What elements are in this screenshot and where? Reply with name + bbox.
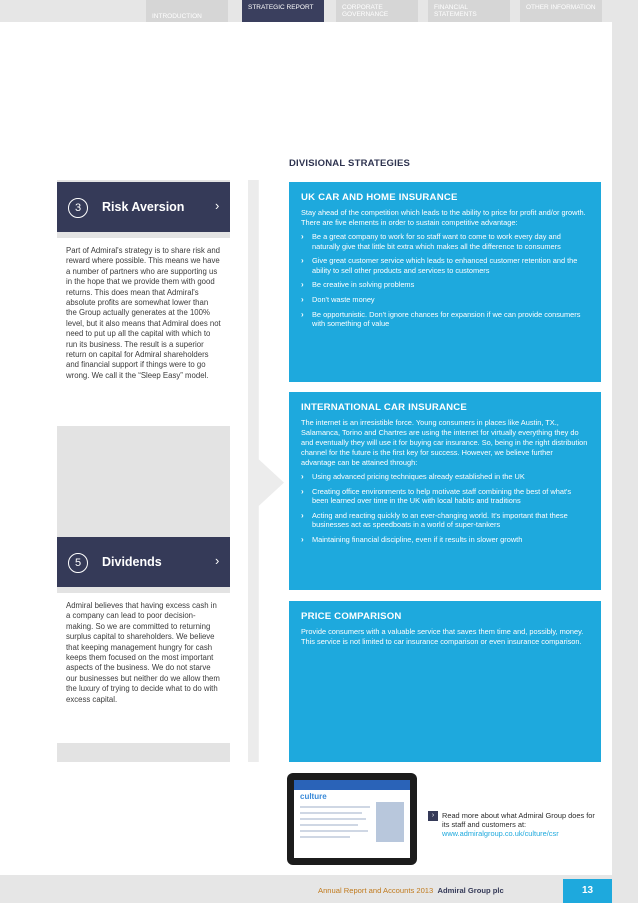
list-item: › Creating office environments to help motivate staff combining the best of what's been learned over time in the UK with local habits and traditions bbox=[301, 486, 572, 506]
list-item: › Acting and reacting quickly to an ever-changing world. It's important that these businesses act as speedboats in a world of super-tankers bbox=[301, 510, 568, 530]
tab-other-information[interactable]: OTHER INFORMATION bbox=[520, 0, 602, 22]
read-more-link[interactable]: www.admiralgroup.co.uk/culture/csr bbox=[442, 829, 559, 838]
top-navigation bbox=[0, 0, 638, 22]
dividends-header[interactable] bbox=[57, 537, 230, 587]
step-number-badge: 3 bbox=[68, 198, 88, 218]
list-item: › Maintaining financial discipline, even if it results in slower growth bbox=[301, 534, 523, 544]
dividends-title: Dividends bbox=[102, 555, 162, 569]
tablet-screen bbox=[294, 780, 410, 858]
list-item: › Don't waste money bbox=[301, 294, 375, 304]
list-item: › Be creative in solving problems bbox=[301, 280, 415, 290]
chevron-right-icon: › bbox=[301, 294, 304, 304]
chevron-right-icon: › bbox=[301, 280, 304, 290]
list-item: › Be opportunistic. Don't ignore chances for expansion if we can provide consumers with something of value bbox=[301, 309, 581, 329]
page-footer bbox=[0, 879, 638, 903]
tab-strategic-report[interactable]: STRATEGIC REPORT bbox=[242, 0, 324, 22]
chevron-right-icon: › bbox=[301, 472, 304, 481]
page-number: 13 bbox=[563, 879, 612, 903]
international-intro: The internet is an irresistible force. Young consumers in places like Austin, TX., Salamanca, Torino and Chartres are using the internet for virtually everything they do and eventually they will use it for buying car insurance. So, being in the right distribution channel for the future is the first key for success. However, we believe further advantage can be attained through: bbox=[301, 418, 588, 467]
tab-financial-statements[interactable]: FINANCIAL STATEMENTS bbox=[428, 0, 510, 22]
chevron-right-icon: › bbox=[301, 309, 304, 319]
chevron-right-icon: › bbox=[301, 534, 304, 544]
chevron-right-icon[interactable]: › bbox=[428, 811, 438, 821]
uk-car-home-title: UK CAR AND HOME INSURANCE bbox=[301, 192, 458, 203]
chevron-right-icon: › bbox=[301, 486, 304, 496]
screen-photo bbox=[376, 802, 404, 842]
culture-logo: culture bbox=[300, 792, 327, 801]
list-item: › Be a great company to work for so staff want to come to work every day and naturally give that little bit extra which makes all the difference to consumers bbox=[301, 232, 561, 251]
section-title: DIVISIONAL STRATEGIES bbox=[289, 158, 411, 169]
international-title: INTERNATIONAL CAR INSURANCE bbox=[301, 402, 468, 413]
price-comparison-box bbox=[289, 601, 601, 762]
international-box bbox=[289, 392, 601, 590]
list-item: › Using advanced pricing techniques already established in the UK bbox=[301, 472, 525, 481]
chevron-right-icon: › bbox=[301, 256, 304, 266]
screen-text-line bbox=[300, 824, 358, 826]
dividends-text: Admiral believes that having excess cash in a company can lead to poor decision-making. So we are committed to returning surplus capital to shareholders. We believe that keeping management hungry for cash keeps them focused on the most important aspects of the business. We do not starve our businesses but neither do we allow them the luxury of trying to decide what to do with excess capital. bbox=[57, 593, 230, 743]
tab-introduction[interactable]: INTRODUCTION bbox=[146, 0, 228, 22]
list-item: › Give great customer service which leads to enhanced customer retention and the ability to sell other products and services to customers bbox=[301, 256, 578, 275]
footer-text bbox=[318, 886, 504, 895]
uk-car-home-intro: Stay ahead of the competition which leads to the ability to price for profit and/or growth. There are five elements in order to sustain competitive advantage: bbox=[301, 208, 586, 227]
screen-text-line bbox=[300, 812, 362, 814]
footer-company: Admiral Group plc bbox=[437, 886, 504, 895]
chevron-right-icon: › bbox=[301, 232, 304, 241]
uk-bullet-list bbox=[301, 232, 589, 329]
risk-aversion-title: Risk Aversion bbox=[102, 200, 185, 214]
tab-corporate-governance[interactable]: CORPORATE GOVERNANCE bbox=[336, 0, 418, 22]
step-number-badge: 5 bbox=[68, 553, 88, 573]
risk-aversion-text: Part of Admiral's strategy is to share risk and reward where possible. This means we have a number of partners who are supporting us in the hope that we provide them with good returns. This does mean that Admiral's absolute profits are somewhat lower than the Group actually generates at the 100% level, but it also means that Admiral does not need to put up all the capital with which to run its business. The result is a superior return on capital for Admiral shareholders and financial support if things were to go wrong. We call it the “Sleep Easy” model. bbox=[57, 238, 230, 426]
screen-text-line bbox=[300, 818, 366, 820]
price-comparison-title: PRICE COMPARISON bbox=[301, 611, 402, 622]
international-bullet-list bbox=[301, 472, 589, 545]
footer-report-title: Annual Report and Accounts 2013 bbox=[318, 886, 434, 895]
chevron-right-icon: › bbox=[301, 510, 304, 520]
screen-text-line bbox=[300, 836, 350, 838]
read-more-text: Read more about what Admiral Group does for its staff and customers at: bbox=[442, 811, 595, 829]
screen-header-bar bbox=[294, 780, 410, 790]
uk-car-home-box bbox=[289, 182, 601, 382]
tablet-image bbox=[287, 773, 417, 865]
chevron-right-icon: › bbox=[215, 553, 220, 568]
screen-text-line bbox=[300, 806, 370, 808]
risk-aversion-header[interactable] bbox=[57, 182, 230, 232]
chevron-right-icon: › bbox=[215, 198, 220, 213]
screen-text-line bbox=[300, 830, 368, 832]
price-comparison-intro: Provide consumers with a valuable service that saves them time and, possibly, money. This service is not limited to car insurance comparison or even insurance comparison. bbox=[301, 627, 584, 646]
